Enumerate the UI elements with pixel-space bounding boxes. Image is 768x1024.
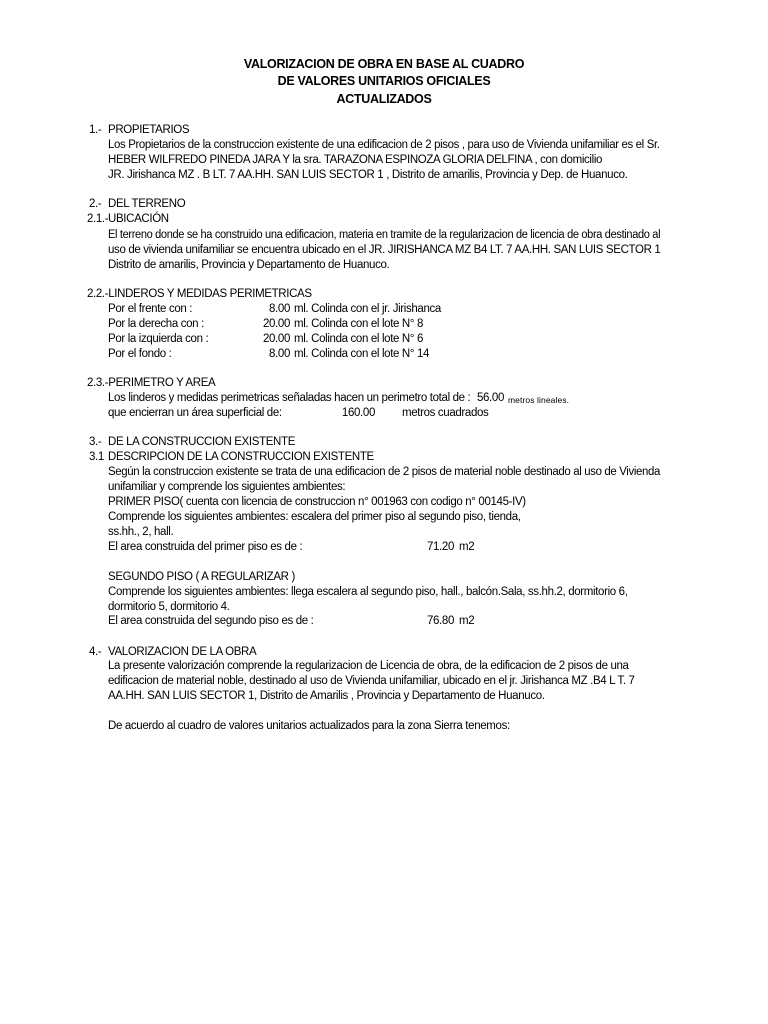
title-line-1: VALORIZACION DE OBRA EN BASE AL CUADRO [243,57,525,71]
boundary-desc-back: ml. Colinda con el lote N° 14 [294,348,430,360]
section-4-line-2: edificacion de material noble, destinado al uso de Vivienda unifamiliar, ubicado en el jr. Jirishanca MZ .B4 L T. 7 [108,675,635,687]
perimeter-unit: metros lineales. [508,395,570,405]
section-4-line-3: AA.HH. SAN LUIS SECTOR 1, Distrito de Amarilis , Provincia y Departamento de Huanuco. [108,690,545,702]
boundary-value-right: 20.00 [262,318,290,330]
boundary-label-left: Por la izquierda con : [108,333,209,345]
section-2-heading: DEL TERRENO [108,198,186,210]
boundary-label-back: Por el fondo : [108,348,172,360]
section-2-1-line-1: El terreno donde se ha construido una edificacion, materia en tramite de la regularizacion de licencia de obra destinado al [108,229,661,241]
area-unit: metros cuadrados [402,407,489,419]
boundary-desc-left: ml. Colinda con el lote N° 6 [294,333,424,345]
second-floor-heading: SEGUNDO PISO ( A REGULARIZAR ) [108,571,295,583]
boundary-desc-right: ml. Colinda con el lote N° 8 [294,318,424,330]
section-1-number: 1.- [89,124,102,136]
first-floor-area-unit: m2 [459,541,475,553]
section-4-heading: VALORIZACION DE LA OBRA [108,646,257,658]
section-2-1-line-2: uso de vivienda unifamiliar se encuentra ubicado en el JR. JIRISHANCA MZ B4 LT. 7 AA.HH. SAN LUIS SECTOR 1 [108,244,661,256]
section-1-line-1: Los Propietarios de la construccion existente de una edificacion de 2 pisos , para uso de Vivienda unifamiliar es el Sr. [108,139,660,151]
second-floor-area-label: El area construida del segundo piso es de : [108,615,314,627]
area-text: que encierran un área superficial de: [108,407,282,419]
boundary-desc-front: ml. Colinda con el jr. Jirishanca [294,303,441,315]
title-line-3: ACTUALIZADOS [336,92,432,106]
second-floor-line-2: dormitorio 5, dormitorio 4. [108,601,230,613]
boundary-value-front: 8.00 [269,303,290,315]
perimeter-value: 56.00 [476,392,504,404]
section-3-1-line-2: unifamiliar y comprende los siguientes ambientes: [108,481,346,493]
section-2-1-number: 2.1.- [87,213,109,225]
section-3-heading: DE LA CONSTRUCCION EXISTENTE [108,436,296,448]
section-3-1-number: 3.1 [89,451,104,463]
section-3-number: 3.- [89,436,102,448]
section-1-line-2: HEBER WILFREDO PINEDA JARA Y la sra. TARAZONA ESPINOZA GLORIA DELFINA , con domicilio [108,154,603,166]
first-floor-area-label: El area construida del primer piso es de : [108,541,303,553]
section-4-line-4: De acuerdo al cuadro de valores unitarios actualizados para la zona Sierra tenemos: [108,720,510,732]
first-floor-line-1: Comprende los siguientes ambientes: escalera del primer piso al segundo piso, tienda, [108,511,521,523]
boundary-label-right: Por la derecha con : [108,318,204,330]
section-2-1-line-3: Distrito de amarilis, Provincia y Departamento de Huanuco. [108,259,390,271]
section-3-1-heading: DESCRIPCION DE LA CONSTRUCCION EXISTENTE [108,451,374,463]
section-2-2-heading: 2.2.-LINDEROS Y MEDIDAS PERIMETRICAS [87,288,312,300]
area-value: 160.00 [341,407,375,419]
boundary-label-front: Por el frente con : [108,303,193,315]
second-floor-area-value: 76.80 [426,615,454,627]
second-floor-area-unit: m2 [459,615,475,627]
first-floor-heading: PRIMER PISO( cuenta con licencia de construccion n° 001963 con codigo n° 00145-IV) [108,496,526,508]
boundary-value-back: 8.00 [269,348,290,360]
section-2-number: 2.- [89,198,102,210]
section-2-3-heading: 2.3.-PERIMETRO Y AREA [87,377,216,389]
section-2-1-heading: UBICACIÓN [108,213,169,225]
section-4-line-1: La presente valorización comprende la regularizacion de Licencia de obra, de la edificacion de 2 pisos de una [108,660,629,672]
perimeter-text: Los linderos y medidas perimetricas señaladas hacen un perimetro total de : [108,392,471,404]
title-line-2: DE VALORES UNITARIOS OFICIALES [277,74,491,88]
section-3-1-line-1: Según la construccion existente se trata de una edificacion de 2 pisos de material noble destinado al uso de Vivienda [108,466,661,478]
first-floor-line-2: ss.hh., 2, hall. [108,526,174,538]
section-4-number: 4.- [89,646,102,658]
section-1-line-3: JR. Jirishanca MZ . B LT. 7 AA.HH. SAN LUIS SECTOR 1 , Distrito de amarilis, Provincia y Dep. de Huanuco. [108,169,628,181]
second-floor-line-1: Comprende los siguientes ambientes: llega escalera al segundo piso, hall., balcón.Sala, ss.hh.2, dormitorio 6, [108,586,628,598]
section-1-heading: PROPIETARIOS [108,124,190,136]
boundary-value-left: 20.00 [262,333,290,345]
first-floor-area-value: 71.20 [426,541,454,553]
